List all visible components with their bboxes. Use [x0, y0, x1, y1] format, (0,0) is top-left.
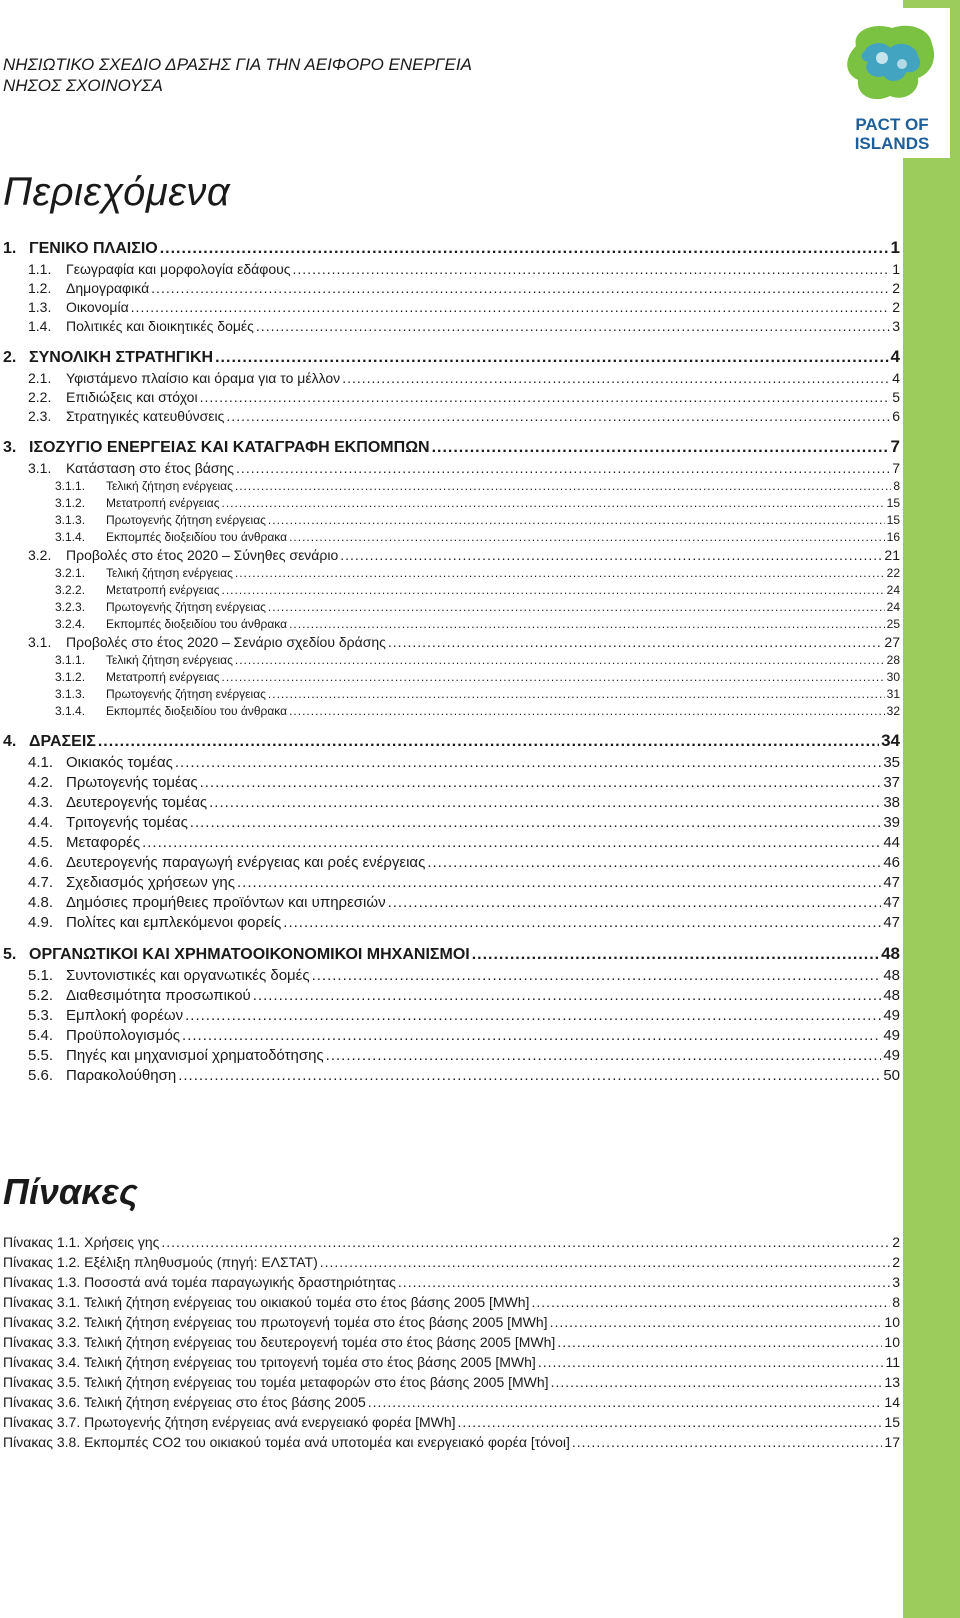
dot-leader [340, 547, 882, 563]
toc-entry-number: 3.2.3. [55, 600, 86, 614]
dot-leader [268, 513, 885, 527]
toc-entry-page: 47 [883, 874, 900, 891]
toc-entry-number: 5.5. [28, 1047, 54, 1064]
table-entry-page: 8 [892, 1294, 900, 1310]
table-entry-text: Πίνακας 3.3. Τελική ζήτηση ενέργειας του δευτερογενή τομέα στο έτος βάσης 2005 [MWh] [3, 1334, 556, 1350]
toc-entry[interactable] [0, 831, 900, 851]
toc-entry[interactable] [0, 277, 900, 296]
table-list-entry[interactable] [0, 1250, 900, 1270]
dot-leader [215, 349, 888, 367]
dot-leader [235, 479, 891, 493]
toc-entry[interactable] [0, 580, 900, 597]
table-entry-text: Πίνακας 3.5. Τελική ζήτηση ενέργειας του τομέα μεταφορών στο έτος βάσης 2005 [MWh] [3, 1374, 549, 1390]
table-entry-text: Πίνακας 1.3. Ποσοστά ανά τομέα παραγωγικής δραστηριότητας [3, 1274, 396, 1290]
table-entry-text: Πίνακας 3.7. Πρωτογενής ζήτηση ενέργειας ανά ενεργειακό φορέα [MWh] [3, 1414, 456, 1430]
toc-entry-number: 2.1. [28, 370, 52, 386]
toc-entry-page: 3 [892, 318, 900, 334]
toc-entry-text: Πρωτογενής τομέας [66, 774, 198, 791]
table-list-entry[interactable] [0, 1370, 900, 1390]
toc-entry-number: 4.2. [28, 774, 54, 791]
toc-entry-text: Πολιτικές και διοικητικές δομές [66, 318, 254, 334]
toc-entry-text: Εμπλοκή φορέων [66, 1007, 184, 1024]
dot-leader [237, 874, 881, 891]
toc-entry-page: 48 [881, 944, 900, 963]
toc-entry-page: 25 [886, 617, 900, 631]
toc-entry-page: 49 [883, 1007, 900, 1024]
toc-entry-number: 1. [3, 240, 17, 257]
toc-entry[interactable] [0, 631, 900, 650]
dot-leader [175, 754, 881, 771]
table-list-entry[interactable] [0, 1390, 900, 1410]
toc-entry-number: 3.1.3. [55, 687, 86, 701]
toc-entry-text: ΓΕΝΙΚΟ ΠΛΑΙΣΙΟ [29, 240, 158, 257]
toc-entry[interactable] [0, 791, 900, 811]
toc-entry[interactable] [0, 544, 900, 563]
toc-entry-text: ΟΡΓΑΝΩΤΙΚΟΙ ΚΑΙ ΧΡΗΜΑΤΟΟΙΚΟΝΟΜΙΚΟΙ ΜΗΧΑΝΙΣΜΟΙ [29, 946, 470, 963]
toc-entry-page: 50 [883, 1067, 900, 1084]
toc-entry-number: 3.1.1. [55, 479, 86, 493]
toc-entry-page: 38 [883, 794, 900, 811]
toc-entry-page: 30 [886, 670, 900, 684]
toc-entry-text: Πρωτογενής ζήτηση ενέργειας [106, 600, 266, 614]
logo-text-line1: PACT OF [855, 115, 929, 134]
toc-entry[interactable] [0, 296, 900, 315]
toc-entry-page: 4 [892, 370, 900, 386]
dot-leader [253, 987, 882, 1004]
toc-entry[interactable] [0, 597, 900, 614]
toc-entry-page: 24 [886, 583, 900, 597]
toc-entry-number: 4.1. [28, 754, 54, 771]
dot-leader [182, 1027, 881, 1044]
toc-entry[interactable] [0, 315, 900, 334]
toc-entry[interactable] [0, 650, 900, 667]
dot-leader [185, 1007, 881, 1024]
toc-entry[interactable] [0, 851, 900, 871]
toc-entry-page: 1 [890, 238, 900, 257]
toc-entry-number: 1.2. [28, 280, 52, 296]
logo-graphic [834, 8, 950, 158]
toc-entry-page: 16 [886, 530, 900, 544]
table-entry-page: 11 [885, 1354, 900, 1370]
toc-entry-number: 3.1.4. [55, 530, 86, 544]
dot-leader [161, 1234, 890, 1250]
toc-entry[interactable] [0, 386, 900, 405]
dot-leader [200, 774, 882, 791]
toc-entry-text: Εκπομπές διοξειδίου του άνθρακα [106, 617, 288, 631]
toc-entry-page: 35 [883, 754, 900, 771]
toc-entry-text: Τελική ζήτηση ενέργειας [106, 653, 233, 667]
toc-entry-text: Συντονιστικές και οργανωτικές δομές [66, 967, 310, 984]
toc-entry-text: Πηγές και μηχανισμοί χρηματοδότησης [66, 1047, 324, 1064]
toc-entry-number: 4.7. [28, 874, 54, 891]
toc-entry-page: 37 [883, 774, 900, 791]
table-entry-text: Πίνακας 3.6. Τελική ζήτηση ενέργειας στο έτος βάσης 2005 [3, 1394, 366, 1410]
toc-entry-number: 5.4. [28, 1027, 54, 1044]
toc-entry-number: 3.1.2. [55, 496, 86, 510]
toc-entry-text: Πολίτες και εμπλεκόμενοι φορείς [66, 914, 282, 931]
toc-entry-number: 3.2.4. [55, 617, 86, 631]
dot-leader [160, 240, 889, 258]
dot-leader [268, 600, 885, 614]
toc-entry[interactable] [0, 727, 900, 751]
dot-leader [98, 733, 879, 751]
toc-entry-text: Παρακολούθηση [66, 1067, 177, 1084]
table-list-entry[interactable] [0, 1330, 900, 1350]
toc-entry[interactable] [0, 701, 900, 718]
table-list-entry[interactable] [0, 1230, 900, 1250]
toc-entry-text: Μετατροπή ενέργειας [106, 670, 220, 684]
dot-leader [472, 946, 879, 964]
toc-entry-text: Εκπομπές διοξειδίου του άνθρακα [106, 530, 288, 544]
dot-leader [235, 653, 885, 667]
dot-leader [289, 704, 885, 718]
dot-leader [368, 1394, 883, 1410]
toc-entry[interactable] [0, 811, 900, 831]
pact-of-islands-logo [834, 8, 950, 158]
dot-leader [293, 261, 891, 277]
dot-leader [142, 834, 881, 851]
dot-leader [398, 1274, 890, 1290]
toc-entry-page: 21 [884, 547, 900, 563]
toc-entry-text: Δημόσιες προμήθειες προϊόντων και υπηρεσιών [66, 894, 386, 911]
toc-entry-text: Δημογραφικά [66, 280, 150, 296]
toc-entry-number: 1.4. [28, 318, 52, 334]
toc-entry-number: 5.2. [28, 987, 54, 1004]
toc-entry-page: 34 [881, 731, 900, 750]
toc-entry[interactable] [0, 940, 900, 964]
tables-title: Πίνακες [3, 1171, 138, 1212]
table-entry-page: 15 [884, 1414, 900, 1430]
toc-entry[interactable] [0, 1044, 900, 1064]
toc-entry-text: Κατάσταση στο έτος βάσης [66, 460, 235, 476]
dot-leader [427, 854, 881, 871]
toc-entry[interactable] [0, 433, 900, 457]
dot-leader [550, 1314, 883, 1330]
toc-entry[interactable] [0, 751, 900, 771]
dot-leader [320, 1254, 890, 1270]
dot-leader [551, 1374, 883, 1390]
dot-leader [289, 617, 885, 631]
toc-entry-page: 2 [892, 280, 900, 296]
table-list-entry[interactable] [0, 1430, 900, 1450]
toc-entry-number: 3.1. [28, 634, 52, 650]
toc-entry-text: Μετατροπή ενέργειας [106, 583, 220, 597]
toc-entry[interactable] [0, 614, 900, 631]
toc-entry-text: Εκπομπές διοξειδίου του άνθρακα [106, 704, 288, 718]
toc-entry-page: 24 [886, 600, 900, 614]
toc-entry[interactable] [0, 343, 900, 367]
toc-entry-text: Στρατηγικές κατευθύνσεις [66, 408, 225, 424]
header-line-2: ΝΗΣΟΣ ΣΧΟΙΝΟΥΣΑ [3, 76, 163, 95]
dot-leader [256, 318, 890, 334]
toc-entry-page: 49 [883, 1027, 900, 1044]
green-sidebar-band [903, 0, 960, 1618]
dot-leader [209, 794, 881, 811]
toc-entry-number: 4. [3, 733, 17, 750]
toc-entry-page: 32 [886, 704, 900, 718]
toc-entry-number: 3.1.4. [55, 704, 86, 718]
table-of-contents [0, 234, 900, 1084]
dot-leader [190, 814, 882, 831]
dot-leader [283, 914, 881, 931]
dot-leader [131, 299, 891, 315]
dot-leader [326, 1047, 882, 1064]
toc-entry[interactable] [0, 667, 900, 684]
table-entry-page: 10 [884, 1314, 900, 1330]
toc-entry-text: Μετατροπή ενέργειας [106, 496, 220, 510]
table-entry-text: Πίνακας 3.2. Τελική ζήτηση ενέργειας του πρωτογενή τομέα στο έτος βάσης 2005 [MWh] [3, 1314, 548, 1330]
dot-leader [538, 1354, 884, 1370]
dot-leader [342, 370, 890, 386]
toc-entry[interactable] [0, 771, 900, 791]
toc-entry-number: 5.6. [28, 1067, 54, 1084]
table-list-entry[interactable] [0, 1350, 900, 1370]
toc-entry[interactable] [0, 367, 900, 386]
toc-entry-number: 3.1.3. [55, 513, 86, 527]
toc-entry-number: 3.2.2. [55, 583, 86, 597]
toc-entry[interactable] [0, 684, 900, 701]
toc-entry-page: 49 [883, 1047, 900, 1064]
toc-entry-text: Διαθεσιμότητα προσωπικού [66, 987, 251, 1004]
dot-leader [432, 439, 889, 457]
toc-entry-page: 7 [890, 437, 900, 456]
document-header [3, 54, 472, 96]
toc-entry-text: ΣΥΝΟΛΙΚΗ ΣΤΡΑΤΗΓΙΚΗ [29, 349, 214, 366]
toc-entry-page: 6 [892, 408, 900, 424]
toc-entry-number: 1.1. [28, 261, 52, 277]
toc-entry-number: 4.8. [28, 894, 54, 911]
toc-entry-number: 3.2.1. [55, 566, 86, 580]
toc-entry-text: Οικιακός τομέας [66, 754, 173, 771]
toc-entry[interactable] [0, 476, 900, 493]
dot-leader [226, 408, 890, 424]
dot-leader [200, 389, 891, 405]
toc-entry-page: 1 [892, 261, 900, 277]
toc-entry-page: 39 [883, 814, 900, 831]
toc-entry-text: Επιδιώξεις και στόχοι [66, 389, 198, 405]
toc-entry-text: Πρωτογενής ζήτηση ενέργειας [106, 687, 266, 701]
toc-entry-number: 2. [3, 349, 17, 366]
toc-entry[interactable] [0, 1064, 900, 1084]
toc-entry-text: Προβολές στο έτος 2020 – Σύνηθες σενάριο [66, 547, 339, 563]
table-entry-text: Πίνακας 1.1. Χρήσεις γης [3, 1234, 160, 1250]
toc-entry-number: 3.2. [28, 547, 52, 563]
toc-entry-text: Σχεδιασμός χρήσεων γης [66, 874, 235, 891]
toc-entry-number: 2.3. [28, 408, 52, 424]
toc-entry-number: 1.3. [28, 299, 52, 315]
dot-leader [221, 583, 884, 597]
dot-leader [458, 1414, 883, 1430]
toc-entry-page: 46 [883, 854, 900, 871]
toc-entry-page: 15 [886, 513, 900, 527]
toc-entry-number: 4.5. [28, 834, 54, 851]
dot-leader [236, 460, 890, 476]
toc-entry[interactable] [0, 258, 900, 277]
toc-entry-number: 5. [3, 946, 17, 963]
list-of-tables [0, 1230, 900, 1450]
toc-entry-text: Οικονομία [66, 299, 129, 315]
dot-leader [221, 496, 884, 510]
toc-entry[interactable] [0, 871, 900, 891]
toc-entry-page: 15 [886, 496, 900, 510]
toc-entry-text: Γεωγραφία και μορφολογία εδάφους [66, 261, 291, 277]
toc-entry[interactable] [0, 457, 900, 476]
toc-entry[interactable] [0, 405, 900, 424]
logo-text-line2: ISLANDS [854, 134, 930, 153]
toc-entry-page: 47 [883, 914, 900, 931]
toc-entry[interactable] [0, 984, 900, 1004]
toc-entry-number: 5.3. [28, 1007, 54, 1024]
toc-entry-page: 5 [892, 389, 900, 405]
toc-entry[interactable] [0, 493, 900, 510]
toc-entry-number: 4.4. [28, 814, 54, 831]
table-list-entry[interactable] [0, 1410, 900, 1430]
toc-entry[interactable] [0, 1024, 900, 1044]
toc-entry-page: 4 [890, 347, 900, 366]
toc-entry[interactable] [0, 964, 900, 984]
contents-title: Περιεχόμενα [3, 170, 231, 214]
table-entry-page: 14 [884, 1394, 900, 1410]
table-list-entry[interactable] [0, 1290, 900, 1310]
table-list-entry[interactable] [0, 1270, 900, 1290]
toc-entry[interactable] [0, 911, 900, 931]
dot-leader [268, 687, 885, 701]
table-entry-page: 17 [884, 1434, 900, 1450]
toc-entry-text: Προβολές στο έτος 2020 – Σενάριο σχεδίου δράσης [66, 634, 386, 650]
table-entry-text: Πίνακας 3.8. Εκπομπές CO2 του οικιακού τομέα ανά υποτομέα και ενεργειακό φορέα [τόνοι] [3, 1434, 570, 1450]
toc-entry-text: Πρωτογενής ζήτηση ενέργειας [106, 513, 266, 527]
toc-entry-text: Μεταφορές [66, 834, 141, 851]
dot-leader [235, 566, 885, 580]
table-entry-page: 2 [892, 1254, 900, 1270]
dot-leader [151, 280, 890, 296]
dot-leader [388, 634, 883, 650]
toc-entry-text: Υφιστάμενο πλαίσιο και όραμα για το μέλλον [66, 370, 341, 386]
header-line-1: ΝΗΣΙΩΤΙΚΟ ΣΧΕΔΙΟ ΔΡΑΣΗΣ ΓΙΑ ΤΗΝ ΑΕΙΦΟΡΟ ΕΝΕΡΓΕΙΑ [3, 55, 472, 74]
table-entry-page: 10 [884, 1334, 900, 1350]
toc-entry[interactable] [0, 510, 900, 527]
toc-entry-number: 3. [3, 439, 17, 456]
toc-entry-number: 3.1. [28, 460, 52, 476]
toc-entry-number: 4.6. [28, 854, 54, 871]
dot-leader [312, 967, 882, 984]
toc-entry-text: Τριτογενής τομέας [66, 814, 188, 831]
dot-leader [221, 670, 884, 684]
toc-entry-page: 7 [892, 460, 900, 476]
toc-entry-text: Προϋπολογισμός [66, 1027, 181, 1044]
toc-entry-number: 2.2. [28, 389, 52, 405]
toc-entry[interactable] [0, 527, 900, 544]
toc-entry-page: 2 [892, 299, 900, 315]
toc-entry-page: 28 [886, 653, 900, 667]
table-entry-page: 2 [892, 1234, 900, 1250]
toc-entry-text: Δευτερογενής παραγωγή ενέργειας και ροές ενέργειας [66, 854, 426, 871]
table-entry-page: 13 [884, 1374, 900, 1390]
toc-entry-text: Τελική ζήτηση ενέργειας [106, 479, 233, 493]
dot-leader [557, 1334, 882, 1350]
table-entry-text: Πίνακας 3.1. Τελική ζήτηση ενέργειας του οικιακού τομέα στο έτος βάσης 2005 [MWh] [3, 1294, 530, 1310]
dot-leader [388, 894, 882, 911]
dot-leader [572, 1434, 883, 1450]
toc-entry-number: 5.1. [28, 967, 54, 984]
toc-entry-page: 44 [883, 834, 900, 851]
dot-leader [289, 530, 885, 544]
toc-entry-number: 3.1.2. [55, 670, 86, 684]
table-entry-text: Πίνακας 1.2. Εξέλιξη πληθυσμούς (πηγή: ΕΛΣΤΑΤ) [3, 1254, 318, 1270]
toc-entry-text: ΙΣΟΖΥΓΙΟ ΕΝΕΡΓΕΙΑΣ ΚΑΙ ΚΑΤΑΓΡΑΦΗ ΕΚΠΟΜΠΩΝ [29, 439, 430, 456]
table-list-entry[interactable] [0, 1310, 900, 1330]
toc-entry-page: 48 [883, 967, 900, 984]
toc-entry-page: 8 [893, 479, 900, 493]
toc-entry[interactable] [0, 891, 900, 911]
toc-entry-page: 31 [886, 687, 900, 701]
table-entry-page: 3 [892, 1274, 900, 1290]
toc-entry-page: 27 [884, 634, 900, 650]
toc-entry-number: 4.9. [28, 914, 54, 931]
toc-entry-text: ΔΡΑΣΕΙΣ [29, 733, 96, 750]
dot-leader [531, 1294, 890, 1310]
toc-entry-page: 22 [886, 566, 900, 580]
toc-entry-text: Τελική ζήτηση ενέργειας [106, 566, 233, 580]
toc-entry[interactable] [0, 563, 900, 580]
toc-entry-text: Δευτερογενής τομέας [66, 794, 208, 811]
toc-entry-number: 4.3. [28, 794, 54, 811]
toc-entry-number: 3.1.1. [55, 653, 86, 667]
toc-entry[interactable] [0, 1004, 900, 1024]
dot-leader [178, 1067, 881, 1084]
table-entry-text: Πίνακας 3.4. Τελική ζήτηση ενέργειας του τριτογενή τομέα στο έτος βάσης 2005 [MWh] [3, 1354, 536, 1370]
toc-entry[interactable] [0, 234, 900, 258]
toc-entry-page: 47 [883, 894, 900, 911]
toc-entry-page: 48 [883, 987, 900, 1004]
